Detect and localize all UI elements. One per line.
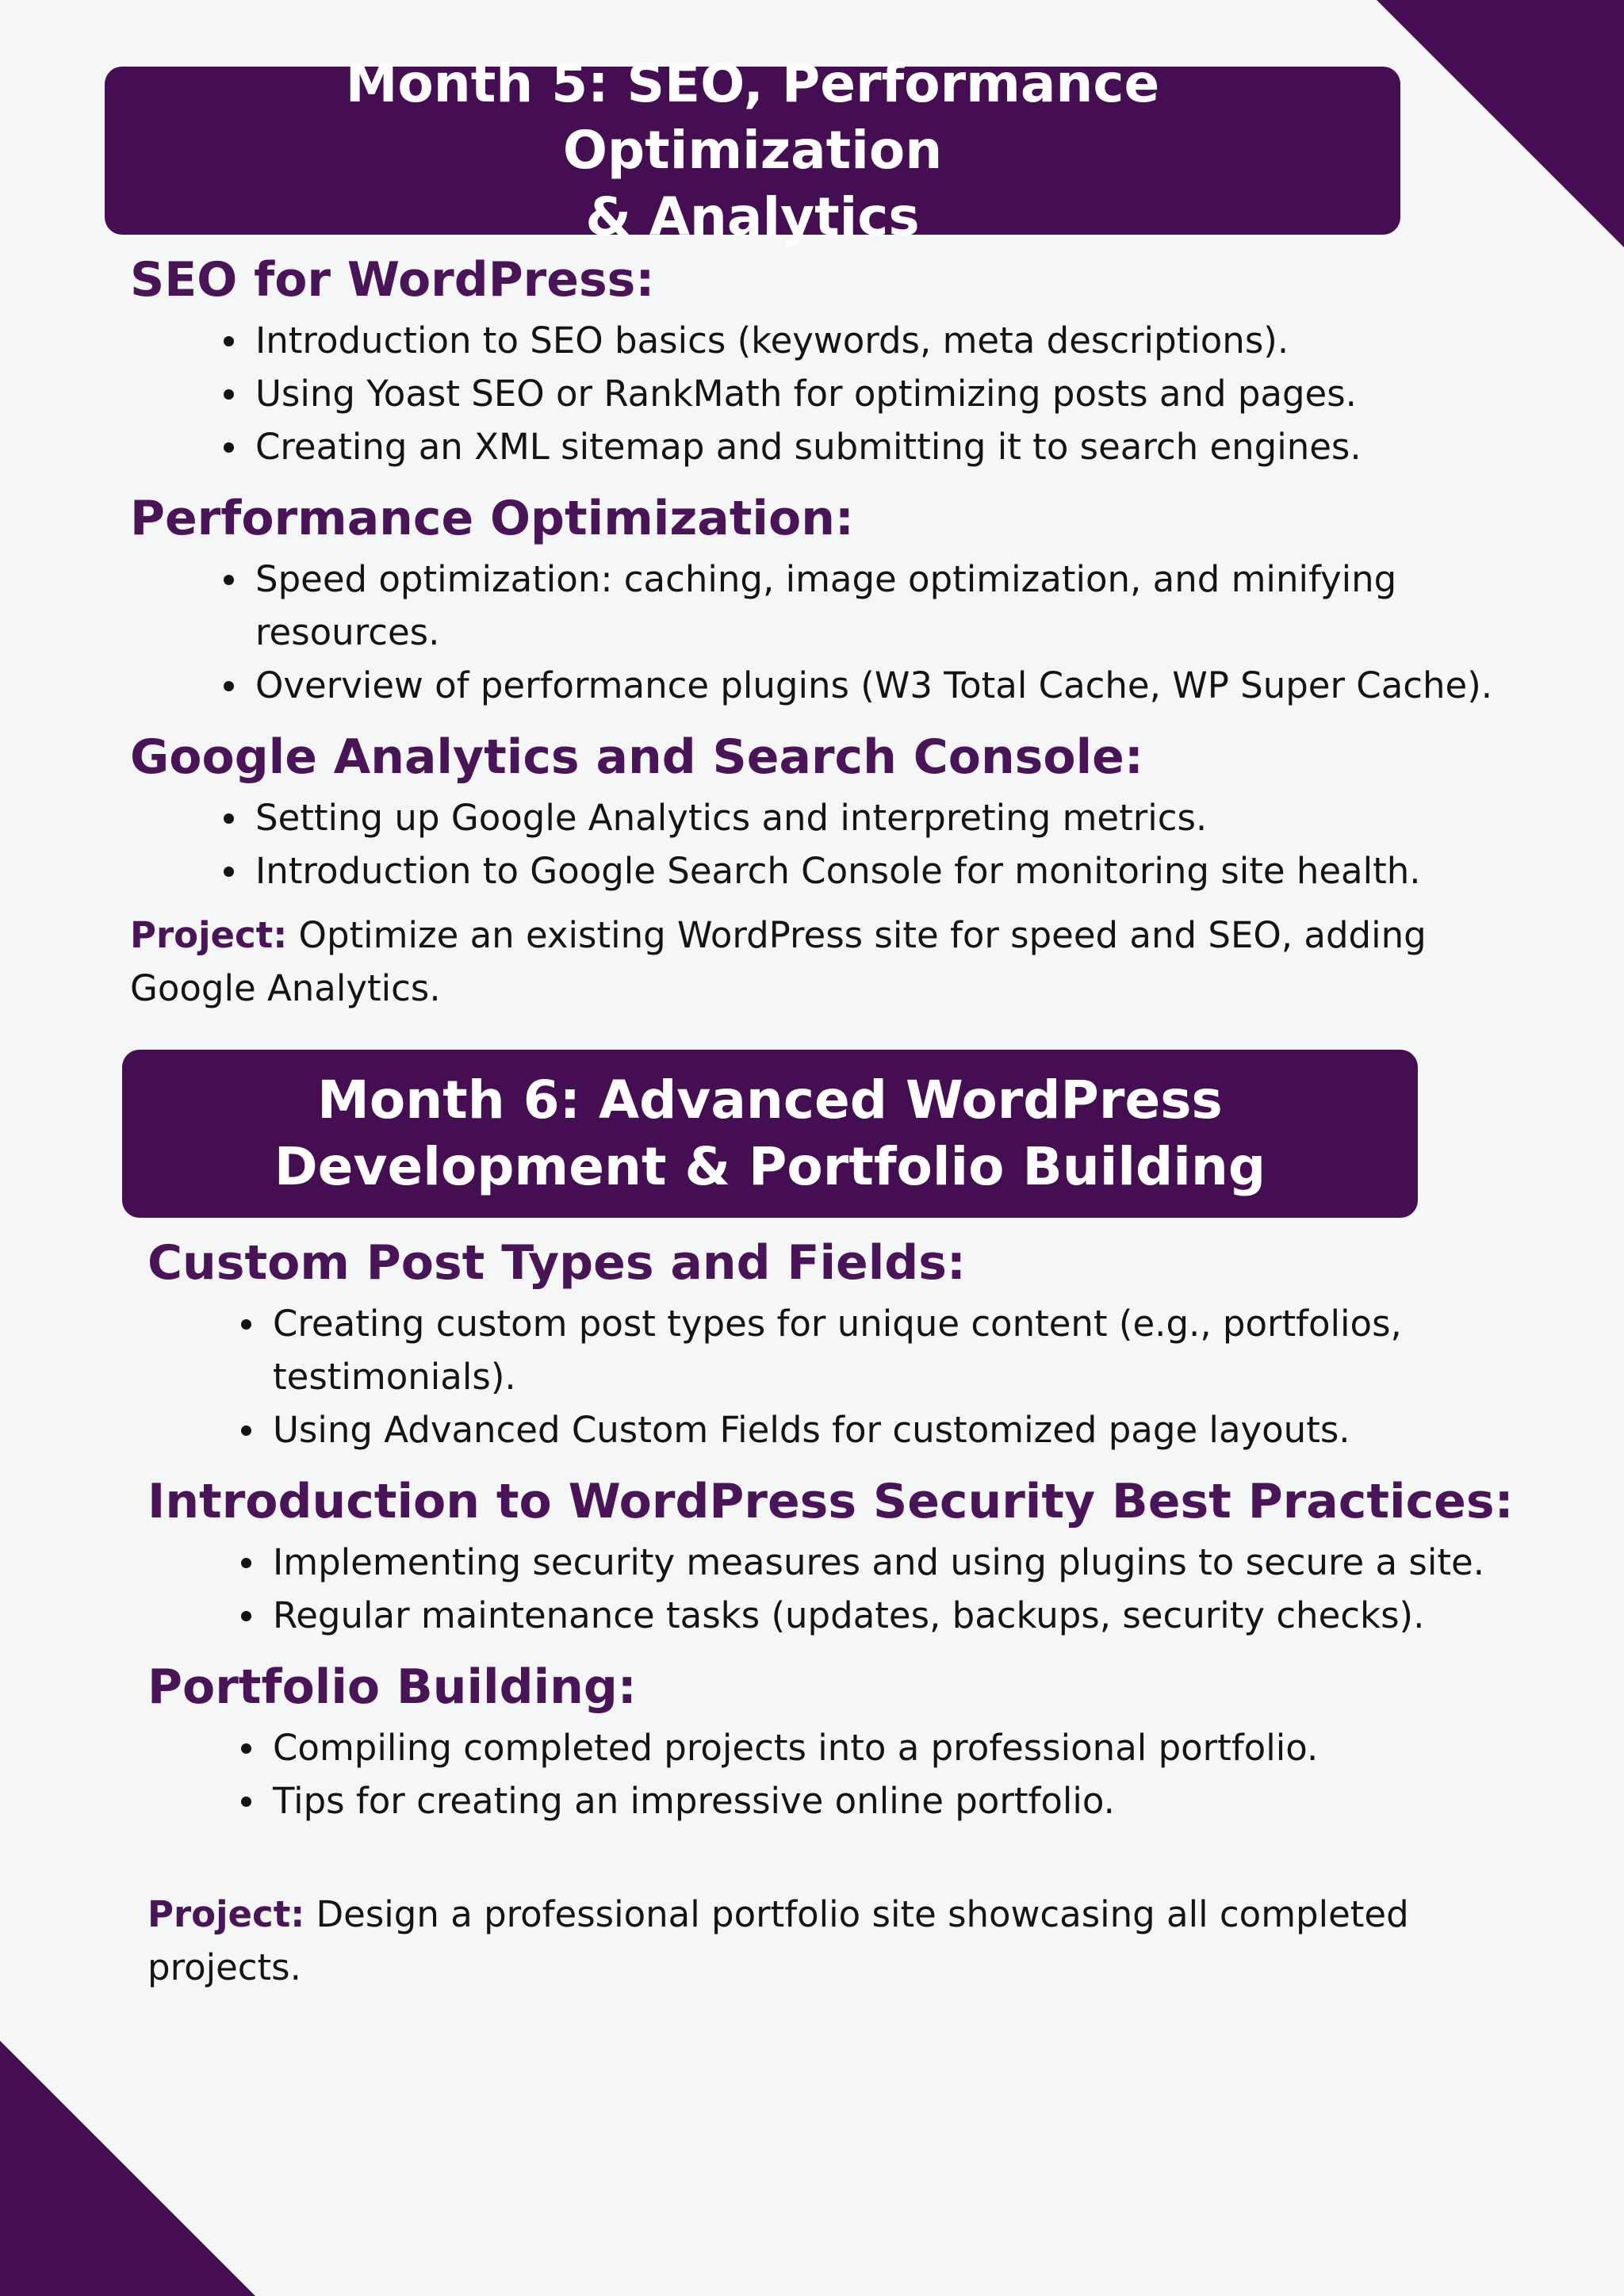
topic-heading-portfolio: Portfolio Building: <box>147 1659 637 1715</box>
list-item: Overview of performance plugins (W3 Total Cache, WP Super Cache). <box>224 659 1532 712</box>
topic-list-performance <box>105 553 1532 712</box>
list-item: Implementing security measures and using plugins to secure a site. <box>241 1536 1549 1589</box>
month-5-project <box>130 909 1510 1015</box>
list-item: Creating an XML sitemap and submitting it to search engines. <box>224 420 1532 473</box>
project-label: Project: <box>147 1893 305 1935</box>
month-6-title-line-1: Month 6: Advanced WordPress <box>317 1070 1223 1131</box>
topic-heading-performance: Performance Optimization: <box>130 491 854 546</box>
corner-triangle-bottom-left <box>0 2041 255 2296</box>
list-item: Introduction to Google Search Console for monitoring site health. <box>224 844 1532 897</box>
list-item: Creating custom post types for unique content (e.g., portfolios, testimonials). <box>241 1297 1438 1403</box>
project-text: Design a professional portfolio site showcasing all completed projects. <box>147 1893 1409 1988</box>
project-label: Project: <box>130 914 288 956</box>
month-5-title-banner <box>105 53 1400 247</box>
topic-list-security <box>122 1536 1549 1642</box>
month-5-section <box>105 53 1532 1015</box>
month-5-title-line-2: & Analytics <box>585 186 920 247</box>
month-5-title-line-1: Month 5: SEO, Performance Optimization <box>345 53 1160 181</box>
topic-list-analytics <box>105 791 1532 897</box>
month-6-section <box>122 1050 1549 1994</box>
topic-list-portfolio <box>122 1721 1549 1827</box>
topic-heading-custom-post-types: Custom Post Types and Fields: <box>147 1235 966 1291</box>
topic-list-seo <box>105 314 1532 473</box>
list-item: Using Yoast SEO or RankMath for optimizing posts and pages. <box>224 367 1532 420</box>
list-item: Compiling completed projects into a professional portfolio. <box>241 1721 1549 1774</box>
month-6-title-line-2: Development & Portfolio Building <box>274 1136 1266 1197</box>
month-6-title-banner <box>122 1050 1418 1218</box>
list-item: Regular maintenance tasks (updates, backups, security checks). <box>241 1589 1549 1642</box>
topic-heading-security: Introduction to WordPress Security Best Practices: <box>147 1474 1514 1529</box>
project-text: Optimize an existing WordPress site for speed and SEO, adding Google Analytics. <box>130 914 1427 1009</box>
list-item: Speed optimization: caching, image optimization, and minifying resources. <box>224 553 1421 659</box>
list-item: Using Advanced Custom Fields for customized page layouts. <box>241 1403 1549 1456</box>
month-6-project <box>147 1888 1527 1994</box>
list-item: Setting up Google Analytics and interpreting metrics. <box>224 791 1532 844</box>
topic-heading-analytics: Google Analytics and Search Console: <box>130 729 1143 785</box>
list-item: Tips for creating an impressive online portfolio. <box>241 1774 1549 1827</box>
topic-list-custom-post-types <box>122 1297 1549 1456</box>
topic-heading-seo: SEO for WordPress: <box>130 252 655 308</box>
list-item: Introduction to SEO basics (keywords, meta descriptions). <box>224 314 1532 367</box>
